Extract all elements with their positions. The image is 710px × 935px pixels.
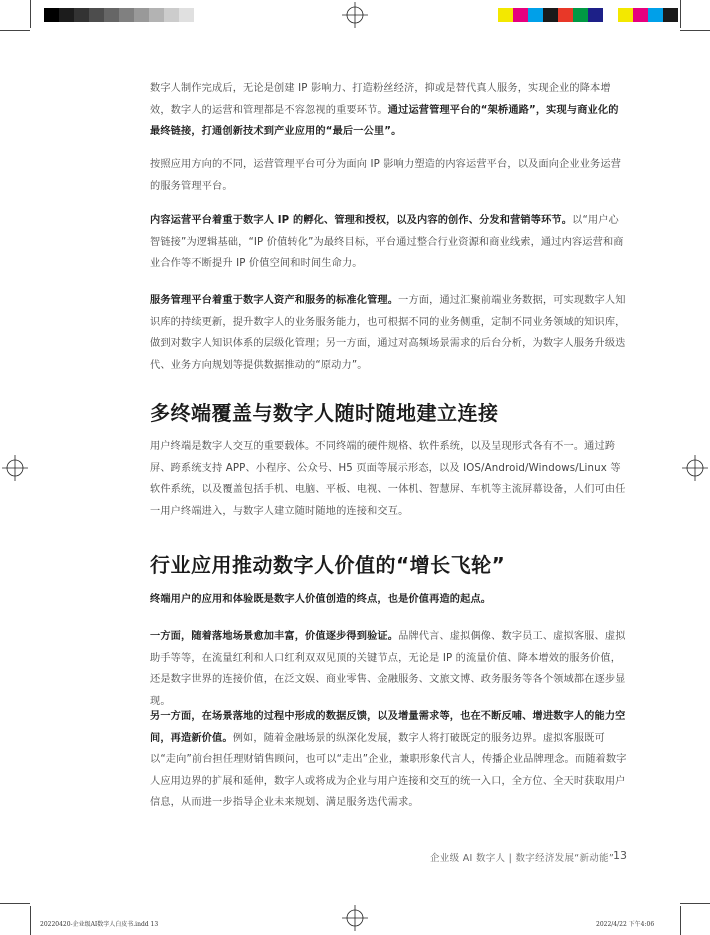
paragraph-text: 按照应用方向的不同，运营管理平台可分为面向 IP 影响力塑造的内容运营平台，以及面向企业业务运营的服务管理平台。 bbox=[150, 159, 622, 192]
paragraph-value-origin bbox=[150, 589, 628, 611]
trim-mark bbox=[680, 903, 710, 904]
color-swatch bbox=[89, 8, 104, 22]
registration-mark-right-icon bbox=[682, 455, 708, 481]
paragraph-emphasis: 另一方面，在场景落地的过程中形成的数据反馈，以及增量需求等，也在不断反哺、增进数字人的能力空间，再造新价值。 bbox=[150, 711, 626, 744]
paragraph-text: 例如，随着金融场景的纵深化发展，数字人将打破既定的服务边界。虚拟客服既可以“走向”前台担任理财销售顾问，也可以“走出”企业，兼职形象代言人，传播企业品牌理念。而随着数字人应用边界的扩展和延伸，数字人或将成为企业与用户连接和交互的统一入口，全方位、全天时获取用户信息，从而进一步指导企业未来规划、满足服务迭代需求。 bbox=[150, 732, 627, 808]
paragraph-emphasis: 终端用户的应用和体验既是数字人价值创造的终点，也是价值再造的起点。 bbox=[150, 594, 492, 605]
paragraph-scenarios bbox=[150, 626, 628, 712]
color-swatch bbox=[558, 8, 573, 22]
color-swatch bbox=[573, 8, 588, 22]
color-swatch bbox=[618, 8, 633, 22]
paragraph-operations-intro bbox=[150, 78, 628, 143]
color-swatch bbox=[149, 8, 164, 22]
color-swatch bbox=[603, 8, 618, 22]
trim-mark bbox=[0, 30, 30, 31]
paragraph-emphasis: 通过运营管理平台的“架桥通路”，实现与商业化的最终链接，打通创新技术到产业应用的“最后一公里”。 bbox=[150, 104, 619, 137]
paragraph-emphasis: 一方面，随着落地场景愈加丰富，价值逐步得到验证。 bbox=[150, 631, 399, 642]
color-swatch bbox=[164, 8, 179, 22]
page-number: 13 bbox=[613, 849, 627, 862]
registration-mark-left-icon bbox=[2, 455, 28, 481]
paragraph-data-feedback bbox=[150, 706, 628, 814]
trim-mark bbox=[0, 903, 30, 904]
grayscale-color-bar bbox=[44, 8, 194, 22]
paragraph-emphasis: 服务管理平台着重于数字人资产和服务的标准化管理。 bbox=[150, 295, 399, 306]
color-swatch bbox=[44, 8, 59, 22]
color-swatch bbox=[104, 8, 119, 22]
color-swatch bbox=[498, 8, 513, 22]
section-heading-growth-flywheel: 行业应用推动数字人价值的“增长飞轮” bbox=[150, 553, 506, 577]
paragraph-emphasis: 内容运营平台着重于数字人 IP 的孵化、管理和授权，以及内容的创作、分发和营销等环节。 bbox=[150, 215, 573, 226]
color-swatch bbox=[528, 8, 543, 22]
paragraph-platform-types bbox=[150, 154, 628, 197]
paragraph-text: 以“用户心智链接”为逻辑基础，“IP 价值转化”为最终目标，平台通过整合行业资源和商业线索，通过内容运营和商业合作等不断提升 IP 价值空间和时间生命力。 bbox=[150, 215, 624, 269]
color-swatch bbox=[543, 8, 558, 22]
color-swatch bbox=[633, 8, 648, 22]
color-swatch bbox=[179, 8, 194, 22]
paragraph-service-platform bbox=[150, 290, 628, 376]
color-swatch bbox=[663, 8, 678, 22]
trim-mark bbox=[680, 0, 681, 28]
paragraph-terminals bbox=[150, 436, 628, 522]
paragraph-content-platform bbox=[150, 210, 628, 275]
slug-filename: 20220420-企业级AI数字人白皮书.indd 13 bbox=[40, 921, 159, 928]
trim-mark bbox=[30, 906, 31, 935]
color-swatch bbox=[119, 8, 134, 22]
trim-mark bbox=[680, 906, 681, 935]
slug-date: 2022/4/22 下午4:06 bbox=[596, 921, 655, 928]
registration-mark-top-icon bbox=[342, 2, 368, 28]
color-swatch bbox=[648, 8, 663, 22]
section-heading-multi-terminal: 多终端覆盖与数字人随时随地建立连接 bbox=[150, 401, 499, 425]
trim-mark bbox=[30, 0, 31, 28]
paragraph-text: 用户终端是数字人交互的重要载体。不同终端的硬件规格、软件系统，以及呈现形式各有不一。通过跨屏、跨系统支持 APP、小程序、公众号、H5 页面等展示形态，以及 IOS/Android/Windows/Linux 等软件系统，以及覆盖包括手机、电脑、平板、电视、一体机、智慧屏、车机等主流屏幕设备，人们可由任一用户终端进入，与数字人建立随时随地的连接和交互。 bbox=[150, 441, 626, 517]
registration-mark-bottom-icon bbox=[342, 905, 368, 931]
color-swatch bbox=[588, 8, 603, 22]
cmyk-color-bar bbox=[498, 8, 678, 22]
color-swatch bbox=[74, 8, 89, 22]
paragraph-text: 品牌代言、虚拟偶像、数字员工、虚拟客服、虚拟助手等等，在流量红利和人口红利双双见顶的关键节点，无论是 IP 的流量价值、降本增效的服务价值，还是数字世界的连接价值，在泛文娱、商业零售、金融服务、文旅文博、政务服务等各个领域都在逐步显现。 bbox=[150, 631, 626, 707]
running-footer-title: 企业级 AI 数字人 | 数字经济发展“新动能” bbox=[430, 853, 615, 864]
paragraph-text: 一方面，通过汇聚前端业务数据，可实现数字人知识库的持续更新，提升数字人的业务服务能力，也可根据不同的业务侧重，定制不同业务领域的知识库，做到对数字人知识体系的层级化管理；另一方面，通过对高频场景需求的后台分析，为数字人服务升级迭代、业务方向规划等提供数据推动的“原动力”。 bbox=[150, 295, 626, 371]
paragraph-text: 数字人制作完成后，无论是创建 IP 影响力、打造粉丝经济，抑或是替代真人服务，实现企业的降本增效，数字人的运营和管理都是不容忽视的重要环节。 bbox=[150, 83, 611, 116]
color-swatch bbox=[513, 8, 528, 22]
trim-mark bbox=[680, 30, 710, 31]
color-swatch bbox=[134, 8, 149, 22]
color-swatch bbox=[59, 8, 74, 22]
